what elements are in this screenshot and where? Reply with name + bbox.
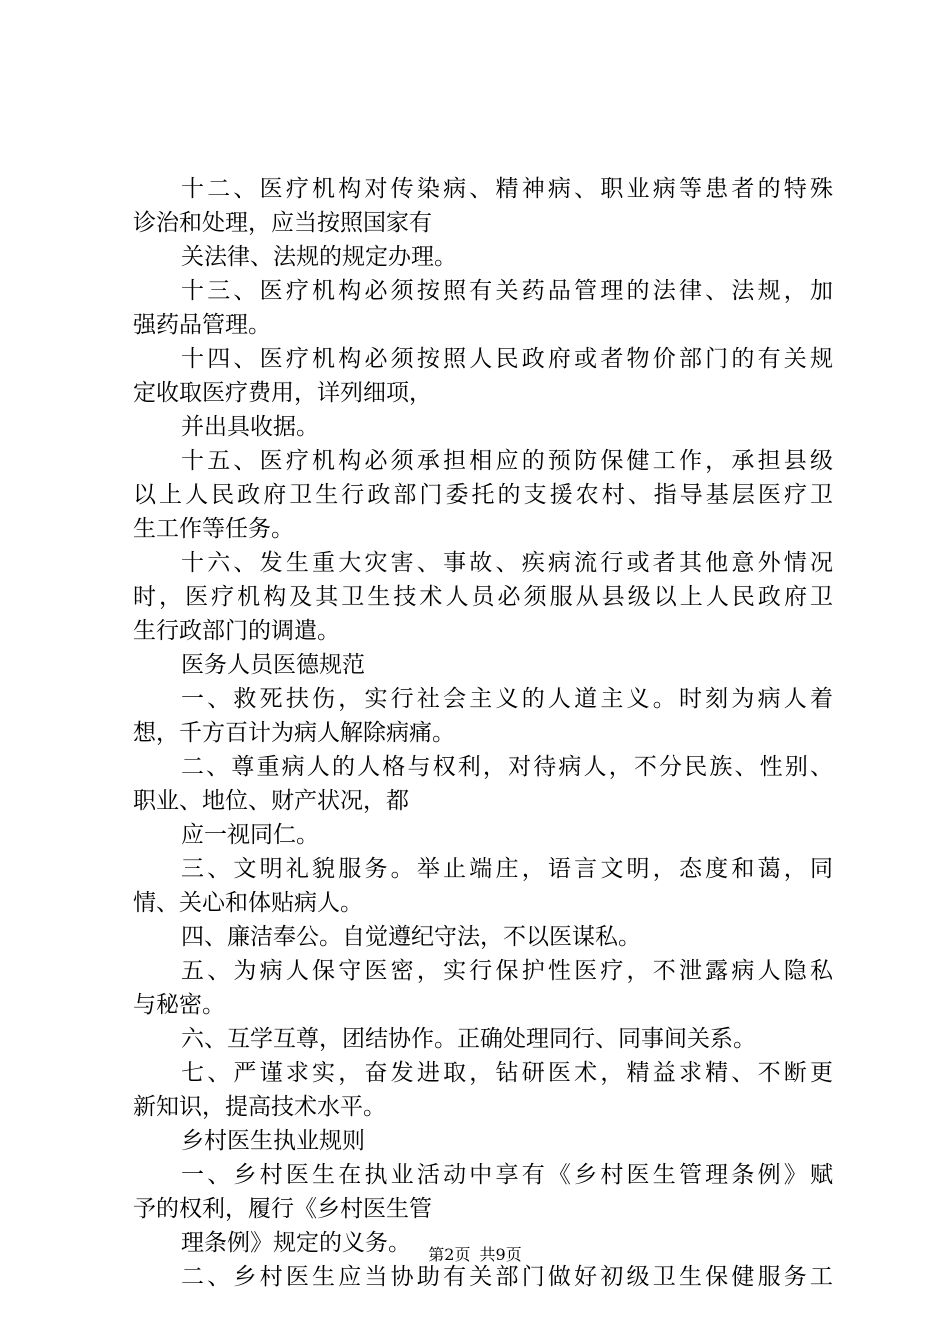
- text-line: 时，医疗机构及其卫生技术人员必须服从县级以上人民政府卫: [133, 584, 833, 610]
- text-line: 三、文明礼貌服务。举止端庄，语言文明，态度和蔼，同: [181, 856, 833, 882]
- page-footer: [0, 1243, 950, 1267]
- text-line: 职业、地位、财产状况，都: [133, 788, 409, 814]
- text-line: 应一视同仁。: [181, 822, 319, 848]
- text-line: 定收取医疗费用，详列细项，: [133, 380, 432, 406]
- text-line: 强药品管理。: [133, 312, 271, 338]
- text-line: 以上人民政府卫生行政部门委托的支援农村、指导基层医疗卫: [133, 482, 833, 508]
- text-line: 予的权利，履行《乡村医生管: [133, 1196, 432, 1222]
- text-line: 一、乡村医生在执业活动中享有《乡村医生管理条例》赋: [181, 1162, 833, 1188]
- page-total: 共9页: [479, 1245, 522, 1264]
- text-line: 十二、医疗机构对传染病、精神病、职业病等患者的特殊: [181, 176, 833, 202]
- text-line: 并出具收据。: [181, 414, 319, 440]
- text-line: 五、为病人保守医密，实行保护性医疗，不泄露病人隐私: [181, 958, 833, 984]
- text-line: 二、乡村医生应当协助有关部门做好初级卫生保健服务工: [181, 1264, 833, 1290]
- text-line: 与秘密。: [133, 992, 225, 1018]
- text-line: 情、关心和体贴病人。: [133, 890, 363, 916]
- text-line: 十六、发生重大灾害、事故、疾病流行或者其他意外情况: [181, 550, 833, 576]
- section-heading: 医务人员医德规范: [181, 652, 365, 678]
- text-line: 生行政部门的调遣。: [133, 618, 340, 644]
- text-line: 十五、医疗机构必须承担相应的预防保健工作，承担县级: [181, 448, 833, 474]
- text-line: 诊治和处理，应当按照国家有: [133, 210, 432, 236]
- text-line: 十四、医疗机构必须按照人民政府或者物价部门的有关规: [181, 346, 833, 372]
- text-line: 十三、医疗机构必须按照有关药品管理的法律、法规，加: [181, 278, 833, 304]
- text-line: 四、廉洁奉公。自觉遵纪守法，不以医谋私。: [181, 924, 641, 950]
- text-line: 一、救死扶伤，实行社会主义的人道主义。时刻为病人着: [181, 686, 833, 712]
- text-line: 七、严谨求实，奋发进取，钻研医术，精益求精、不断更: [181, 1060, 833, 1086]
- text-line: 二、尊重病人的人格与权利，对待病人，不分民族、性别、: [181, 754, 833, 780]
- text-line: 生工作等任务。: [133, 516, 294, 542]
- text-line: 新知识，提高技术水平。: [133, 1094, 386, 1120]
- text-line: 理条例》规定的义务。: [181, 1230, 411, 1256]
- text-line: 关法律、法规的规定办理。: [181, 244, 457, 270]
- page-number: 第2页: [428, 1245, 471, 1264]
- text-line: 想，千方百计为病人解除病痛。: [133, 720, 455, 746]
- text-line: 六、互学互尊，团结协作。正确处理同行、同事间关系。: [181, 1026, 756, 1052]
- section-heading: 乡村医生执业规则: [181, 1128, 365, 1154]
- document-body: [133, 172, 833, 1294]
